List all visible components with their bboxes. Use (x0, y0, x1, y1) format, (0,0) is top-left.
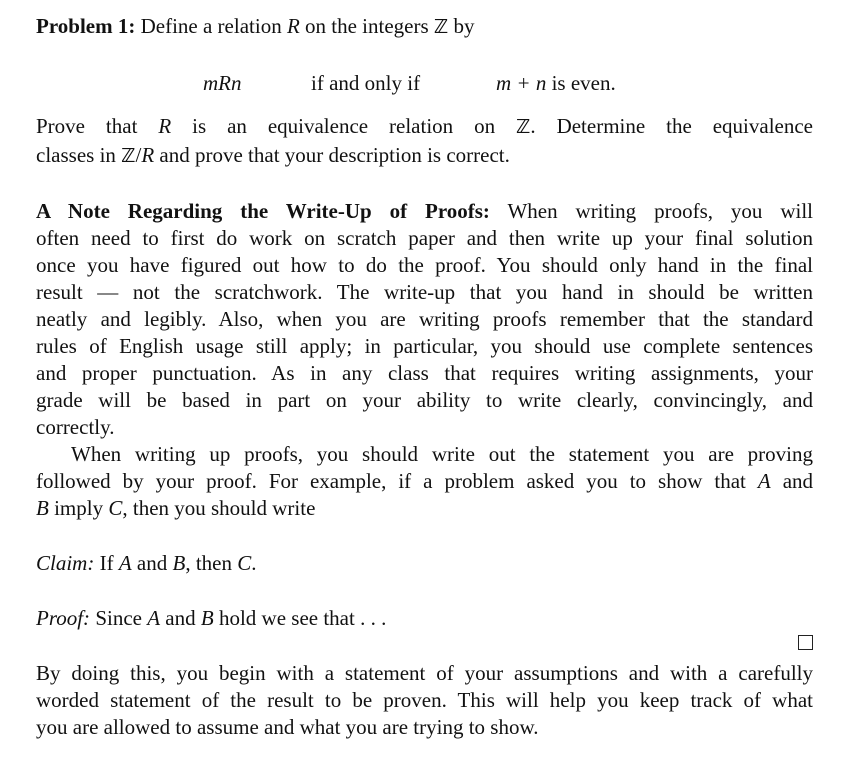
para2-line-2 (36, 468, 813, 495)
claim-text: and (136, 551, 168, 575)
math-var-a: A (757, 469, 771, 493)
integers-symbol: ℤ (516, 116, 531, 138)
note-line: neatly and legibly. Also, when you are writing proofs remember that the standard (36, 307, 813, 331)
qed-square-icon (798, 635, 813, 650)
task-line-1 (36, 113, 813, 141)
integers-symbol: ℤ (121, 145, 136, 167)
problem-statement (36, 13, 813, 41)
display-rhs-math: m + n (496, 71, 547, 95)
relation-symbol: R (158, 114, 172, 138)
problem-label: Problem 1: (36, 14, 136, 38)
note-line: often need to first do work on scratch paper and then write up your final solution (36, 226, 813, 250)
display-rhs-text: is even. (551, 71, 616, 95)
display-lhs: mRn (203, 71, 242, 95)
task-text: . Determine the equivalence (530, 114, 813, 138)
problem-text: Define a relation (140, 14, 282, 38)
task-text: classes in (36, 143, 116, 167)
para2-line-1: When writing up proofs, you should write out the statement you are proving (71, 442, 813, 466)
claim-line (36, 550, 813, 577)
para2-text: and (782, 469, 814, 493)
math-var-a: A (147, 606, 161, 630)
proof-label: Proof: (36, 606, 91, 630)
proof-text: and (165, 606, 196, 630)
note-line: correctly. (36, 415, 115, 439)
math-var-b: B (172, 551, 186, 575)
math-var-c: C (237, 551, 252, 575)
closing-line: worded statement of the result to be proven. This will help you keep track of what (36, 688, 813, 712)
math-var-b: B (200, 606, 214, 630)
note-line: rules of English usage still apply; in particular, you should use complete sentences (36, 334, 813, 358)
proof-line (36, 605, 813, 632)
display-connective: if and only if (311, 71, 421, 95)
note-line: and proper punctuation. As in any class that requires writing assignments, your (36, 361, 813, 385)
relation-symbol: R (286, 14, 300, 38)
note-line: result — not the scratchwork. The write-up that you hand in should be written (36, 280, 813, 304)
math-var-b: B (36, 496, 49, 520)
math-var-c: C (108, 496, 123, 520)
display-rhs (496, 70, 616, 97)
closing-line: By doing this, you begin with a statement of your assumptions and with a carefully (36, 661, 813, 685)
note-line-1 (36, 198, 813, 225)
problem-text: by (453, 14, 475, 38)
note-line: once you have figured out how to do the proof. You should only hand in the final (36, 253, 813, 277)
task-text: is an equivalence relation on (192, 114, 496, 138)
claim-text: . (251, 551, 257, 575)
para2-line-3 (36, 495, 813, 522)
para2-text: , then you should write (122, 496, 316, 520)
problem-text: on the integers (305, 14, 429, 38)
math-var-a: A (118, 551, 132, 575)
closing-line: you are allowed to assume and what you are trying to show. (36, 715, 539, 739)
claim-label: Claim: (36, 551, 95, 575)
proof-text: hold we see that . . . (218, 606, 387, 630)
integers-symbol: ℤ (433, 16, 449, 38)
task-text: Prove that (36, 114, 138, 138)
proof-text: Since (95, 606, 142, 630)
note-line: grade will be based in part on your ability to write clearly, convincingly, and (36, 388, 813, 412)
para2-text: followed by your proof. For example, if a problem asked you to show that (36, 469, 746, 493)
note-heading: A Note Regarding the Write-Up of Proofs: (36, 199, 490, 223)
note-text: When writing proofs, you will (507, 199, 813, 223)
claim-text: If (99, 551, 114, 575)
quotient-slash: / (135, 143, 142, 167)
task-line-2 (36, 142, 813, 170)
relation-symbol: R (141, 143, 155, 167)
para2-text: imply (54, 496, 104, 520)
task-text: and prove that your description is correct. (159, 143, 510, 167)
claim-text: , then (185, 551, 232, 575)
